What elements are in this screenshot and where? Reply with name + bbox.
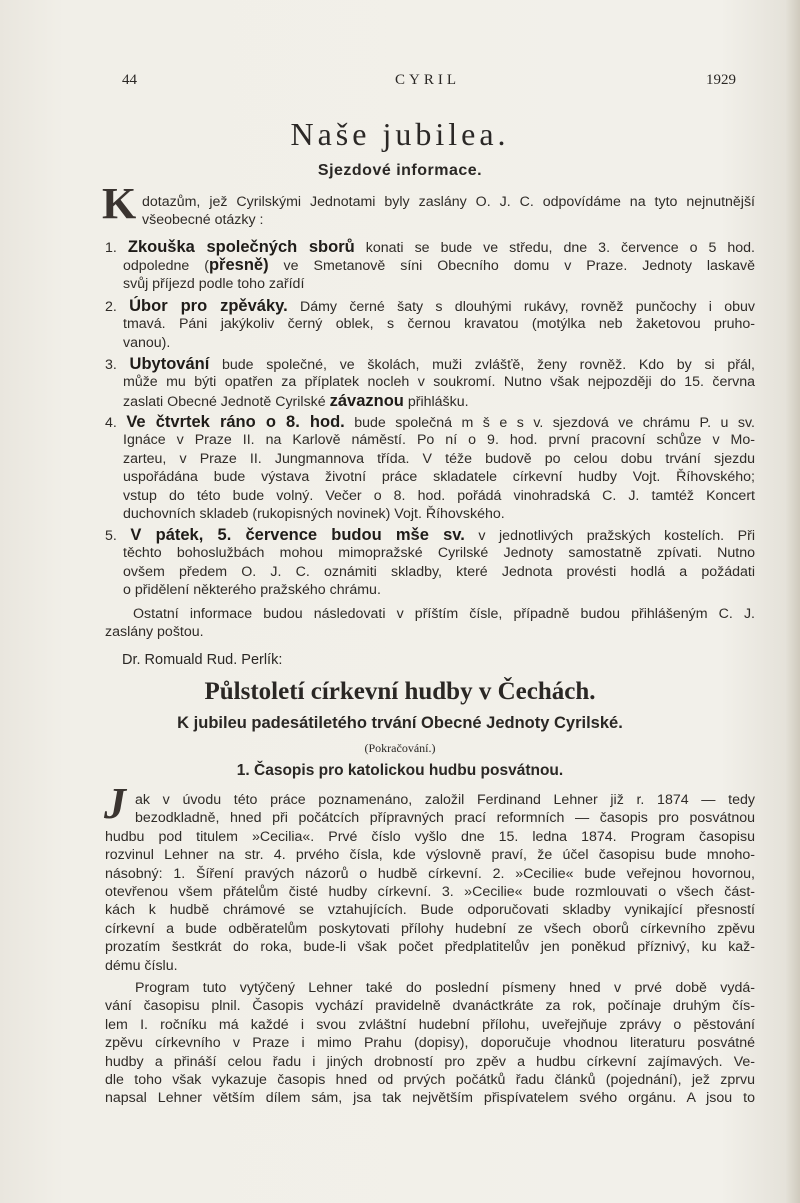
article2-subtitle: K jubileu padesátiletého trvání Obecné Jednoty Cyrilské. (177, 714, 623, 732)
article-title: Naše jubilea. (290, 116, 510, 152)
drop-cap: K (102, 179, 137, 228)
article-subtitle: Sjezdové informace. (317, 162, 483, 179)
item-4: 4. Ve čtvrtek ráno o 8. hod. bude společná m š e s v. sjezdová ve chrámu P. u sv. Ignáce v Praze II. na Karlově náměstí. Po ní o 9. hod. první pracovní schůze v Mo- zarteu, v Praze II. Jungmannova třída. V téže budově po celou dobu trvání sjezdu uspořádána bude výstava životní práce skladatele církevní hudby Vojt. Říhovského; vstup do této bude volný. Večer o 8. hod. pořádá vinohradská C. J. tamtéž Koncert duchovních skladeb (rukopisných novinek) Vojt. Říhovského. (105, 413, 755, 522)
author-line: Dr. Romuald Rud. Perlík: (122, 652, 283, 668)
page-edge (786, 0, 800, 1203)
drop-cap: J (104, 779, 126, 828)
journal-name: CYRIL (395, 72, 460, 88)
intro-paragraph: dotazům, jež Cyrilskými Jednotami byly zaslány O. J. C. odpovídáme na tyto nejnutnější všeobecné otázky : (142, 194, 755, 229)
year: 1929 (706, 72, 736, 88)
item-3: 3. Ubytování bude společné, ve školách, muži zvlášťě, ženy rovněž. Kdo by si přál, může mu býti opatřen za příplatek nocleh v soukromí. Nutno však nejpozději do 15. června zaslati Obecné Jednotě Cyrilské závaznou přihlášku. (105, 355, 755, 410)
item-5: 5. V pátek, 5. července budou mše sv. v jednotlivých pražských kostelích. Při těchto bohoslužbách mohou mimopražské Cyrilské Jednoty samostatně zpívati. Nutno ovšem předem O. J. C. oznámiti skladby, které Jednota provésti hodlá a požádati o přidělení některého pražského chrámu. (105, 526, 755, 599)
paragraph-1: ak v úvodu této práce poznamenáno, založil Ferdinand Lehner již r. 1874 — tedy bezodkladně, hned při počátcích přípravných prací reformních — časopis pro posvátnou hudbu pod titulem »Cecilia«. Prvé číslo vyšlo dne 15. ledna 1874. Program časopisu rozvinul Lehner na str. 4. prvého čísla, kde výslovně praví, že účel časopisu bude mnoho- násobný: 1. Šíření pravých názorů o hudbě církevní. 2. »Cecilie« bude veřejnou hovornou, otevřenou všem přátelům čisté hudby církevní. 3. »Cecilie« bude rozmlouvati o všech část- kách k hudbě chrámové se vztahujících. Bude odporučovati skladby vynikající přesností církevní a bude odběratelům poskytovati přílohy hudební ze všech oborů církevního zpěvu prozatím šestkrát do roka, bude-li však počet předplatitelův jen poněkud příznivý, ku kaž- dému číslu. (105, 792, 755, 974)
section-heading: 1. Časopis pro katolickou hudbu posvátnou. (236, 762, 564, 779)
closing-paragraph: Ostatní informace budou následovati v příštím čísle, případně budou přihlášeným C. J. zaslány poštou. (105, 606, 755, 641)
continued-note: (Pokračování.) (364, 741, 436, 755)
item-1: 1. Zkouška společných sborů konati se bude ve středu, dne 3. července o 5 hod. odpoledne (přesně) ve Smetanově síni Obecního domu v Praze. Jednoty laskavě svůj příjezd podle toho zařídí (105, 238, 755, 292)
item-2: 2. Úbor pro zpěváky. Dámy černé šaty s dlouhými rukávy, rovněž punčochy i obuv tmavá. Páni jakýkoliv černý oblek, s černou kravatou (motýlka neb žaketovou pruho- vanou). (105, 297, 755, 351)
page-number: 44 (122, 72, 137, 88)
article2-title: Půlstoletí církevní hudby v Čechách. (204, 678, 596, 705)
paragraph-2: Program tuto vytýčený Lehner také do poslední písmeny hned v prvé době vydá- vání časopisu plnil. Časopis vychází pravidelně dvanáctkráte za rok, počínaje druhým čís- lem I. ročníku má každé i svou zvláštní hudební přílohu, uveřejňuje zprávy o pěstování zpěvu církevního v Praze i mimo Prahu (dopisy), doporučuje vhodnou literaturu posvátné hudby a přináší celou řadu i jiných drobností pro zpěv a hudbu církevní zajímavých. Ve- dle toho však vykazuje časopis hned od prvých počátků řadu článků (pojednání), jež zprvu napsal Lehner větším dílem sám, jsa tak největším přispívatelem svého orgánu. A jsou to (105, 980, 755, 1107)
